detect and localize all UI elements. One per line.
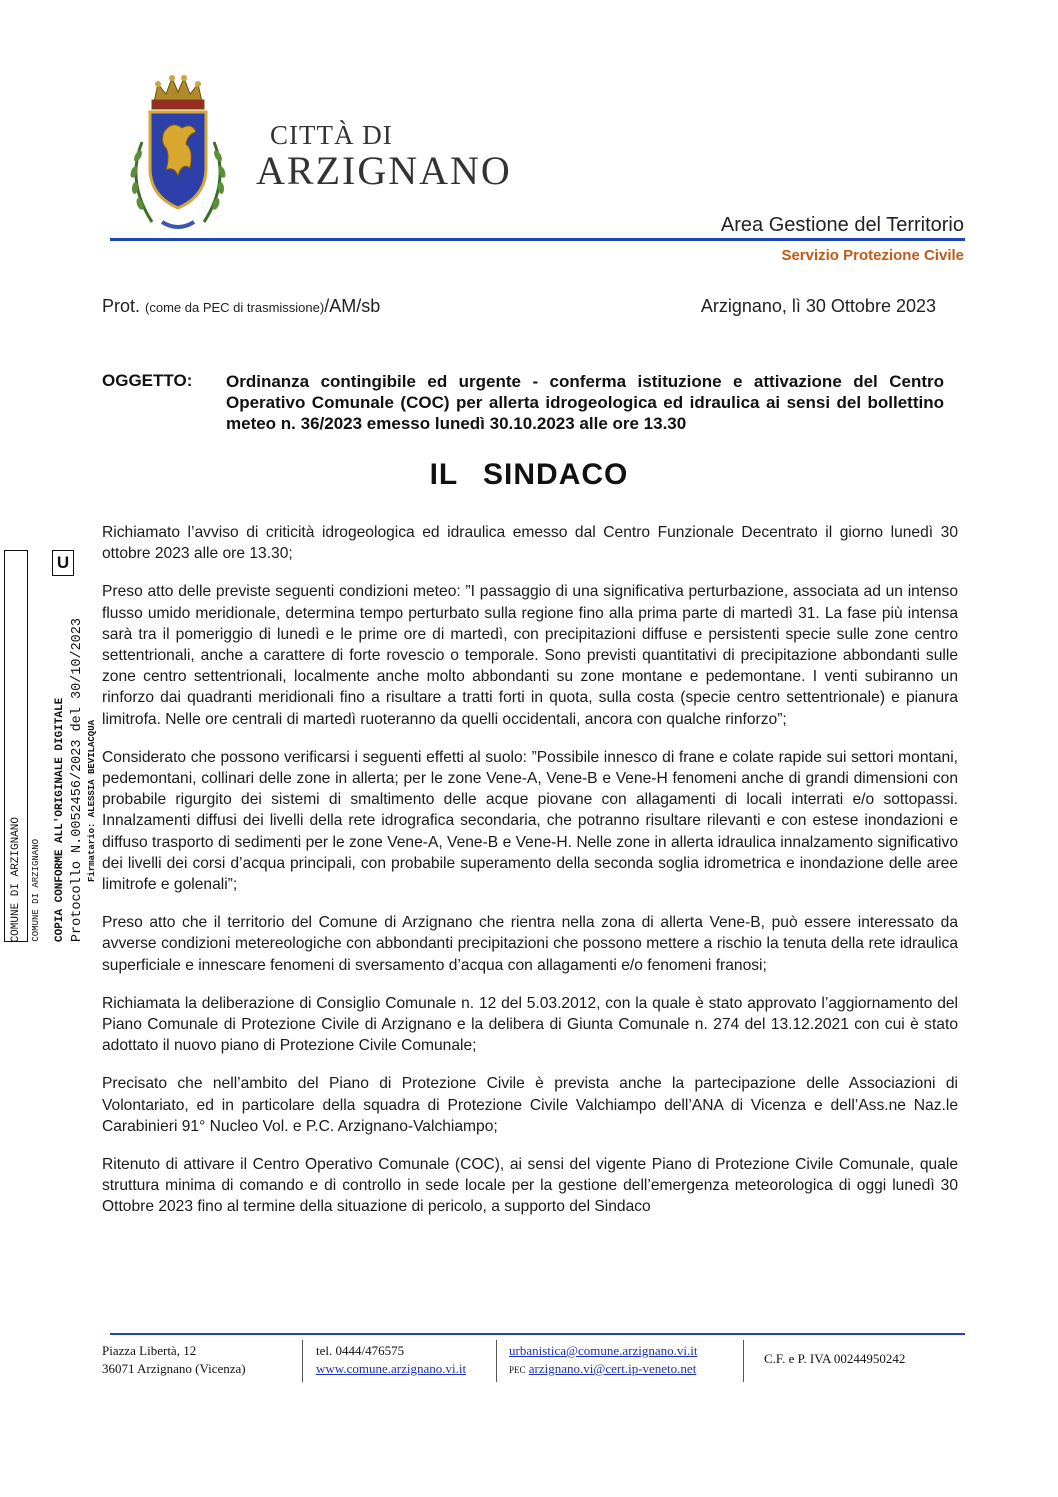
paragraph: Richiamata la deliberazione di Consiglio Comunale n. 12 del 5.03.2012, con la quale è stato approvato l’aggiornamento del Piano Comunale di Protezione Civile di Arzignano e la delibera di Giunta Comunale n. 274 del 13.12.2021 con cui è stato adottato il nuovo piano di Protezione Civile Comunale; xyxy=(102,994,958,1055)
footer-separator xyxy=(496,1340,497,1382)
header-divider xyxy=(110,238,965,241)
document-body xyxy=(102,522,958,1235)
prot-prefix: Prot. xyxy=(102,296,141,316)
address-line-1: Piazza Libertà, 12 xyxy=(102,1343,197,1358)
footer-emails xyxy=(509,1342,698,1379)
document-title: IL SINDACO xyxy=(429,458,629,491)
paragraph: Precisato che nell’ambito del Piano di Protezione Civile è prevista anche la partecipazione delle Associazioni di Volontariato, ed in particolare della squadra di Protezione Civile Valchiampo dell’ANA di Vicenza e dell’Ass.ne Naz.le Carabinieri 91° Nucleo Vol. e P.C. Arzignano-Valchiampo; xyxy=(102,1075,958,1135)
stamp-line-5: Firmatario: ALESSIA BEVILACQUA xyxy=(87,719,97,882)
vat-number: C.F. e P. IVA 00244950242 xyxy=(764,1351,906,1366)
pec-label: PEC xyxy=(509,1365,526,1375)
stamp-line-4: Protocollo N.0052456/2023 del 30/10/2023 xyxy=(70,617,85,942)
subject-label: OGGETTO: xyxy=(102,371,193,390)
stamp-line-2: COMUNE DI ARZIGNANO xyxy=(31,839,41,942)
telephone: tel. 0444/476575 xyxy=(316,1343,405,1358)
department-area: Area Gestione del Territorio xyxy=(720,214,964,236)
footer-separator xyxy=(302,1340,303,1382)
footer-divider xyxy=(110,1333,965,1335)
prot-suffix: /AM/sb xyxy=(324,296,381,316)
subject-text: Ordinanza contingibile ed urgente - conferma istituzione e attivazione del Centro Operativo Comunale (COC) per allerta idrogeologica ed idraulica ai sensi del bollettino meteo n. 36/2023 emesso lunedì 30.10.2023 alle ore 13.30 xyxy=(226,372,944,433)
footer-contacts xyxy=(316,1342,466,1378)
paragraph: Ritenuto di attivare il Centro Operativo Comunale (COC), ai sensi del vigente Piano di Protezione Civile Comunale, quale struttura minima di comando e di controllo in sede locale per la gestione dell’emergenza meteorologica di oggi lunedì 30 Ottobre 2023 fino al termine della situazione di pericolo, a supporto del Sindaco xyxy=(102,1156,958,1216)
city-name: ARZIGNANO xyxy=(256,148,512,193)
paragraph: Preso atto che il territorio del Comune di Arzignano che rientra nella zona di allerta Vene-B, può essere interessato da avverse condizioni metereologiche con abbondanti precipitazioni che possono mettere a rischio la tenuta della rete idraulica superficiale e innescare fenomeni di sversamento d’acqua con allagamenti e/o fenomeni franosi; xyxy=(102,914,958,974)
paragraph: Considerato che possono verificarsi i seguenti effetti al suolo: ”Possibile innesco di frane e colate rapide sui settori montani, pedemontani, collinari delle zone in allerta; per le zone Vene-A, Vene-B e Vene-H fenomeni anche di grandi dimensioni con probabile rigurgito dei sistemi di smaltimento delle acque piovane con allagamenti di locali interrati e/o sottopassi. Innalzamenti diffusi dei livelli della rete idrografica secondaria, che potranno risultare rilevanti e con estese inondazioni e diffuso trasporto di sedimenti per le zone Vene-A, Vene-B e Vene-H. Nelle zone in allerta idraulica innalzamento significativo dei livelli dei corsi d’acqua principali, con probabile superamento della seconda soglia idrometrica e inondazione delle aree limitrofe e golenali”; xyxy=(102,748,958,894)
protocol-reference xyxy=(102,296,380,317)
city-label-small: CITTÀ DI xyxy=(270,120,393,150)
stamp-line-1: COMUNE DI ARZIGNANO xyxy=(10,816,22,942)
paragraph: Preso atto delle previste seguenti condizioni meteo: ”I passaggio di una significativa perturbazione, associata ad un intenso flusso umido meridionale, determina tempo perturbato sulla regione fino alla prima parte di martedì 31. La fase più intensa sarà tra il pomeriggio di lunedì e le prime ore di martedì, con precipitazioni diffuse e persistenti specie sulle zone centro settentrionali, anche a carattere di forte rovescio o temporale. Sono previsti quantitativi di precipitazione abbondanti sulle zone centro settentrionali, localmente anche molto abbondanti su zone montane e pedemontane. I venti subiranno un rinforzo dai quadranti meridionali fino a risultare a tratti forti in quota, sulla costa (specie centro settentrionale) e pianura limitrofa. Nelle ore centrali di martedì ruoteranno da quelli occidentali, ancora con qualche rinforzo”; xyxy=(102,583,958,728)
address-line-2: 36071 Arzignano (Vicenza) xyxy=(102,1361,246,1376)
website-link[interactable]: www.comune.arzignano.vi.it xyxy=(316,1361,467,1376)
footer-address xyxy=(102,1342,246,1378)
stamp-line-3: COPIA CONFORME ALL'ORIGINALE DIGITALE xyxy=(54,697,66,942)
email-link[interactable]: urbanistica@comune.arzignano.vi.it xyxy=(509,1343,698,1358)
pec-link[interactable]: arzignano.vi@cert.ip-veneto.net xyxy=(528,1361,697,1376)
coat-of-arms-logo xyxy=(112,72,244,244)
service-name: Servizio Protezione Civile xyxy=(781,247,964,264)
protocol-stamp xyxy=(4,550,100,942)
stamp-letter: U xyxy=(52,550,74,576)
document-date: Arzignano, lì 30 Ottobre 2023 xyxy=(700,296,936,316)
prot-note: (come da PEC di trasmissione) xyxy=(145,300,325,315)
footer-separator xyxy=(743,1340,744,1382)
paragraph: Richiamato l’avviso di criticità idrogeologica ed idraulica emesso dal Centro Funzionale Decentrato il giorno lunedì 30 ottobre 2023 alle ore 13.30; xyxy=(102,524,958,563)
